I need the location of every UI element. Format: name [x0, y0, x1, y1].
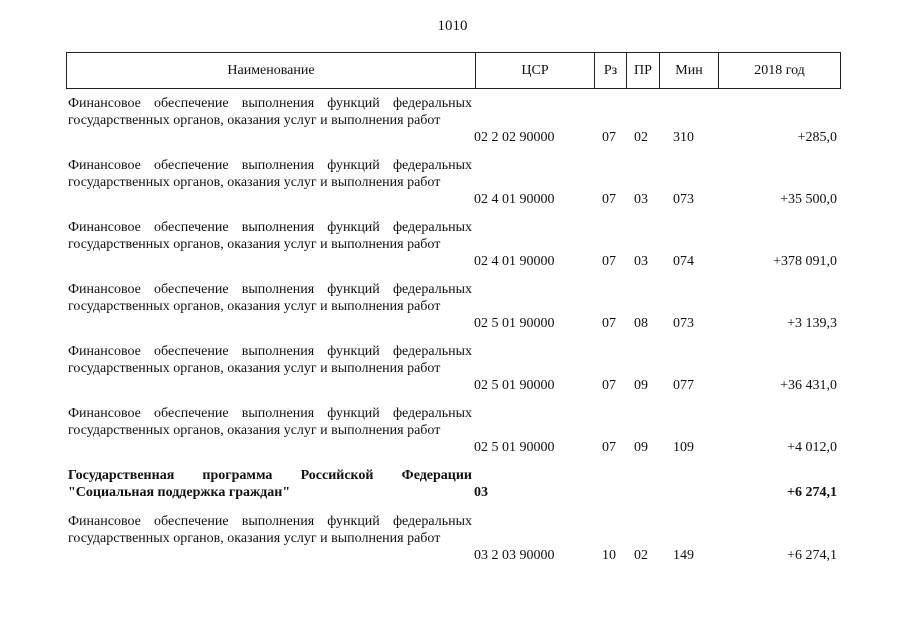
row-name: Государственная программа Российской Федерации "Социальная поддержка граждан"	[68, 468, 472, 500]
row-name: Финансовое обеспечение выполнения функций федеральных государственных органов, оказания услуг и выполнения работ	[68, 220, 472, 252]
row-amount: +35 500,0	[780, 192, 837, 207]
row-csr: 02 4 01 90000	[474, 254, 555, 269]
row-pr: 09	[634, 440, 648, 455]
row-min: 074	[673, 254, 694, 269]
row-rz: 10	[602, 548, 616, 563]
page-number: 1010	[437, 18, 468, 34]
row-name: Финансовое обеспечение выполнения функций федеральных государственных органов, оказания услуг и выполнения работ	[68, 344, 472, 376]
header-csr: ЦСР	[476, 53, 595, 88]
row-rz: 07	[602, 130, 616, 145]
row-amount: +285,0	[797, 130, 837, 145]
row-name: Финансовое обеспечение выполнения функций федеральных государственных органов, оказания услуг и выполнения работ	[68, 158, 472, 190]
row-name: Финансовое обеспечение выполнения функций федеральных государственных органов, оказания услуг и выполнения работ	[68, 406, 472, 438]
row-pr: 03	[634, 192, 648, 207]
row-amount: +3 139,3	[787, 316, 837, 331]
row-rz: 07	[602, 254, 616, 269]
table-row-program	[66, 468, 841, 501]
row-amount: +6 274,1	[787, 548, 837, 563]
row-pr: 02	[634, 130, 648, 145]
table-row	[66, 220, 841, 270]
row-pr: 08	[634, 316, 648, 331]
row-name: Финансовое обеспечение выполнения функций федеральных государственных органов, оказания услуг и выполнения работ	[68, 96, 472, 128]
header-year: 2018 год	[754, 63, 805, 78]
header-rz: Рз	[595, 53, 627, 88]
row-name: Финансовое обеспечение выполнения функций федеральных государственных органов, оказания услуг и выполнения работ	[68, 282, 472, 314]
row-csr: 03 2 03 90000	[474, 548, 555, 563]
row-rz: 07	[602, 192, 616, 207]
row-amount: +36 431,0	[780, 378, 837, 393]
row-amount: +6 274,1	[787, 485, 837, 500]
table-header	[66, 52, 841, 89]
table-row	[66, 344, 841, 394]
row-pr: 09	[634, 378, 648, 393]
row-min: 073	[673, 316, 694, 331]
row-min: 073	[673, 192, 694, 207]
row-rz: 07	[602, 316, 616, 331]
row-min: 077	[673, 378, 694, 393]
table-row	[66, 514, 841, 564]
header-name: Наименование	[67, 53, 476, 88]
row-amount: +4 012,0	[787, 440, 837, 455]
row-pr: 03	[634, 254, 648, 269]
row-name: Финансовое обеспечение выполнения функций федеральных государственных органов, оказания услуг и выполнения работ	[68, 514, 472, 546]
row-min: 109	[673, 440, 694, 455]
table-row	[66, 406, 841, 456]
table-row	[66, 282, 841, 332]
table-row	[66, 158, 841, 208]
row-csr: 02 2 02 90000	[474, 130, 555, 145]
row-csr: 02 5 01 90000	[474, 440, 555, 455]
row-csr: 03	[474, 485, 488, 500]
row-min: 149	[673, 548, 694, 563]
table-row	[66, 96, 841, 146]
row-rz: 07	[602, 440, 616, 455]
header-min: Мин	[660, 53, 719, 88]
row-csr: 02 5 01 90000	[474, 316, 555, 331]
row-pr: 02	[634, 548, 648, 563]
row-rz: 07	[602, 378, 616, 393]
row-min: 310	[673, 130, 694, 145]
row-csr: 02 5 01 90000	[474, 378, 555, 393]
header-pr: ПР	[627, 53, 660, 88]
row-csr: 02 4 01 90000	[474, 192, 555, 207]
row-amount: +378 091,0	[773, 254, 837, 269]
